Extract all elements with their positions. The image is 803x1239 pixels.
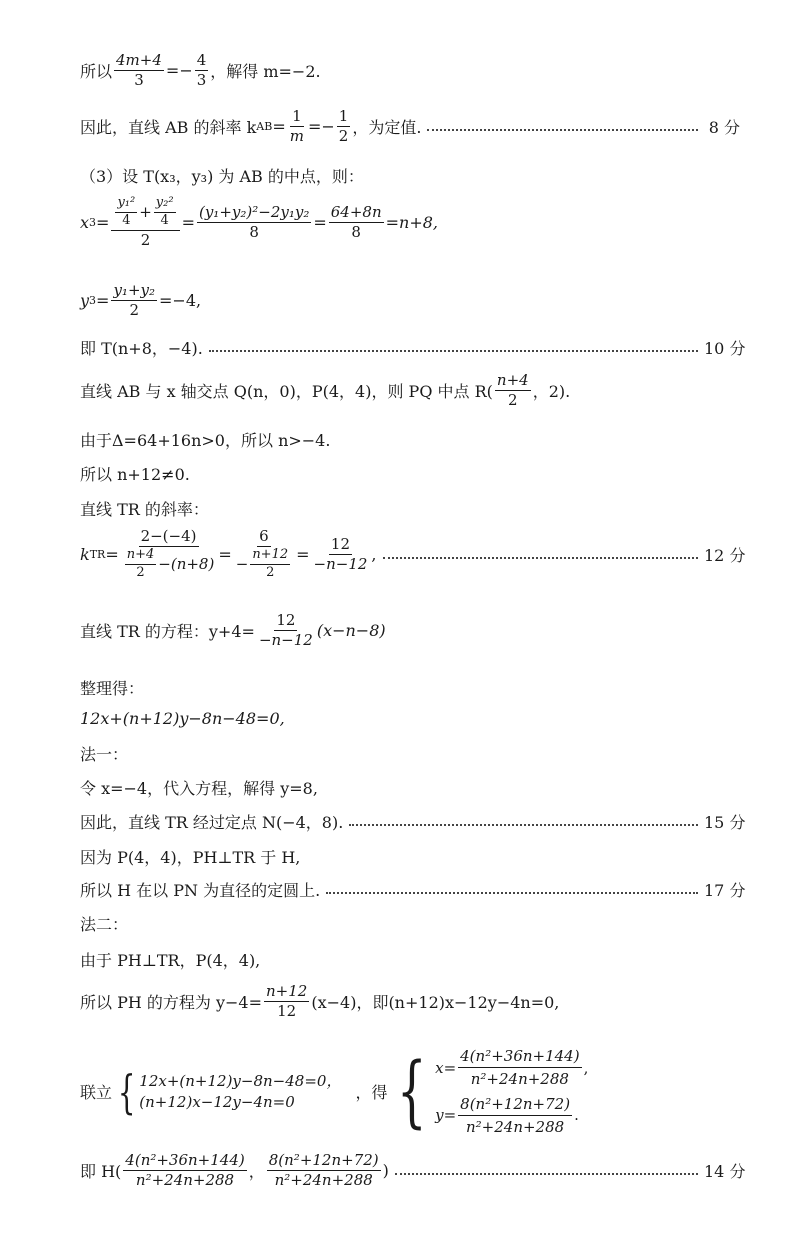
fraction: $\frac{\text{8(n²+12n+72)}}{\text{n²+24n+288}}$ — [268, 1151, 379, 1190]
leader-dots — [326, 892, 698, 894]
leader-dots — [349, 824, 698, 826]
line-16: 令 x=−4，代入方程，解得 y=8, — [80, 779, 318, 798]
line-11: k TR = 2−(−4) $\frac{n+4}{2}$ −(n+8) = 6 − $\frac{n+12}{2}$ = $\frac{12}{-n-12}$ , 12 分 — [80, 527, 746, 581]
compound-fraction: 2−(−4) $\frac{n+4}{2}$ −(n+8) — [126, 527, 215, 581]
score-label: 17 分 — [704, 881, 746, 900]
line-19: 所以 H 在以 PN 为直径的定圆上. 17 分 — [80, 878, 740, 901]
fraction: $\frac{4}{3}$ — [196, 51, 207, 90]
leader-dots — [395, 1173, 698, 1175]
line-10: 直线 TR 的斜率： — [80, 500, 209, 519]
equation-system: { 12x+(n+12)y−8n−48=0， (n+12)x−12y−4n=0 — [117, 1064, 342, 1119]
line-3: （3）设 T(x₃，y₃) 为 AB 的中点，则： — [80, 167, 364, 186]
fraction: $\frac{n+12}{12}$ — [266, 982, 308, 1021]
line-22: 所以 PH 的方程为 y−4= $\frac{n+12}{12}$ (x−4)，即(n+12)x−12y−4n=0, — [80, 982, 560, 1021]
score-label: 10 分 — [704, 339, 746, 358]
score-label: 15 分 — [704, 813, 746, 832]
fraction: $\frac{\text{(y₁+y₂)²−2y₁y₂}}{8}$ — [198, 202, 310, 242]
score-label: 8 分 — [708, 118, 740, 138]
leader-dots — [209, 350, 698, 352]
fraction: $\frac{\text{4(n²+36n+144)}}{\text{n²+24n+288}}$ — [125, 1151, 245, 1190]
compound-fraction: $\frac{\text{y₁²}}{4}$ + $\frac{\text{y₂²}}{4}$ 2 — [111, 196, 179, 249]
fraction: $\frac{12}{-n-12}$ — [313, 534, 368, 574]
line-4: x 3 = $\frac{\text{y₁²}}{4}$ + $\frac{\text{y₂²}}{4}$ 2 = $\frac{\text{(y₁+y₂)²−2y₁y₂}}{8}$ = $\frac{64+8n}{8}$ =n+8, — [80, 195, 438, 249]
fraction: $\frac{1}{2}$ — [338, 107, 349, 146]
leader-dots — [383, 557, 698, 559]
line-18: 因为 P(4，4)，PH⊥TR 于 H, — [80, 848, 301, 867]
fraction: $\frac{\text{y₁+y₂}}{2}$ — [113, 281, 155, 320]
fraction: $\frac{4m+4}{3}$ — [116, 51, 162, 90]
line-17: 因此，直线 TR 经过定点 N(−4，8). 15 分 — [80, 810, 740, 833]
line-14: 12x+(n+12)y−8n−48=0, — [80, 709, 285, 728]
score-label: 12 分 — [704, 546, 746, 566]
fraction: $\frac{64+8n}{8}$ — [330, 202, 382, 242]
line-1: 所以 $\frac{4m+4}{3}$ =− $\frac{4}{3}$ ，解得 m=−2. — [80, 51, 321, 90]
solution-system: { x= $\frac{\text{4(n²+36n+144)}}{\text{n²+24n+288}}$ , y= $\frac{\text{8(n²+12n+72)}}{\text{n²+24n+288}}$ . — [397, 1046, 589, 1137]
line-21: 由于 PH⊥TR，P(4，4), — [80, 951, 261, 970]
line-7: 直线 AB 与 x 轴交点 Q(n，0)，P(4，4)，则 PQ 中点 R( $\frac{n+4}{2}$ ，2). — [80, 371, 571, 410]
line-5: y 3 = $\frac{\text{y₁+y₂}}{2}$ =−4, — [80, 281, 202, 320]
line-2: 因此，直线 AB 的斜率 k AB = $\frac{1}{m}$ =− $\frac{1}{2}$ ，为定值. 8 分 — [80, 107, 740, 146]
line-24: 即 H( $\frac{\text{4(n²+36n+144)}}{\text{n²+24n+288}}$ ， $\frac{\text{8(n²+12n+72)}}{\text{n²+24n+288}}$ ) 14 分 — [80, 1151, 746, 1190]
fraction: $\frac{1}{m}$ — [289, 107, 304, 146]
line-12: 直线 TR 的方程：y+4= $\frac{12}{-n-12}$ (x−n−8) — [80, 611, 386, 650]
line-23: 联立 { 12x+(n+12)y−8n−48=0， (n+12)x−12y−4n=0 ，得 { x= $\frac{\text{4(n²+36n+144)}}{\text{n²+24n+288}}$ , y= $\frac{\text{8(n²+12n+72)}}{\text{n²+24n+288}}$ . — [80, 1044, 740, 1139]
line-13: 整理得： — [80, 679, 145, 698]
compound-fraction: 6 − $\frac{n+12}{2}$ — [235, 527, 289, 581]
line-9: 所以 n+12≠0. — [80, 465, 190, 484]
fraction: $\frac{12}{-n-12}$ — [258, 611, 313, 650]
score-label: 14 分 — [704, 1162, 746, 1182]
line-15: 法一： — [80, 745, 129, 764]
fraction: $\frac{n+4}{2}$ — [496, 371, 529, 410]
line-6: 即 T(n+8，−4). 10 分 — [80, 336, 740, 359]
line-8: 由于Δ=64+16n>0，所以 n>−4. — [80, 431, 331, 450]
leader-dots — [427, 129, 698, 131]
line-20: 法二： — [80, 915, 129, 934]
